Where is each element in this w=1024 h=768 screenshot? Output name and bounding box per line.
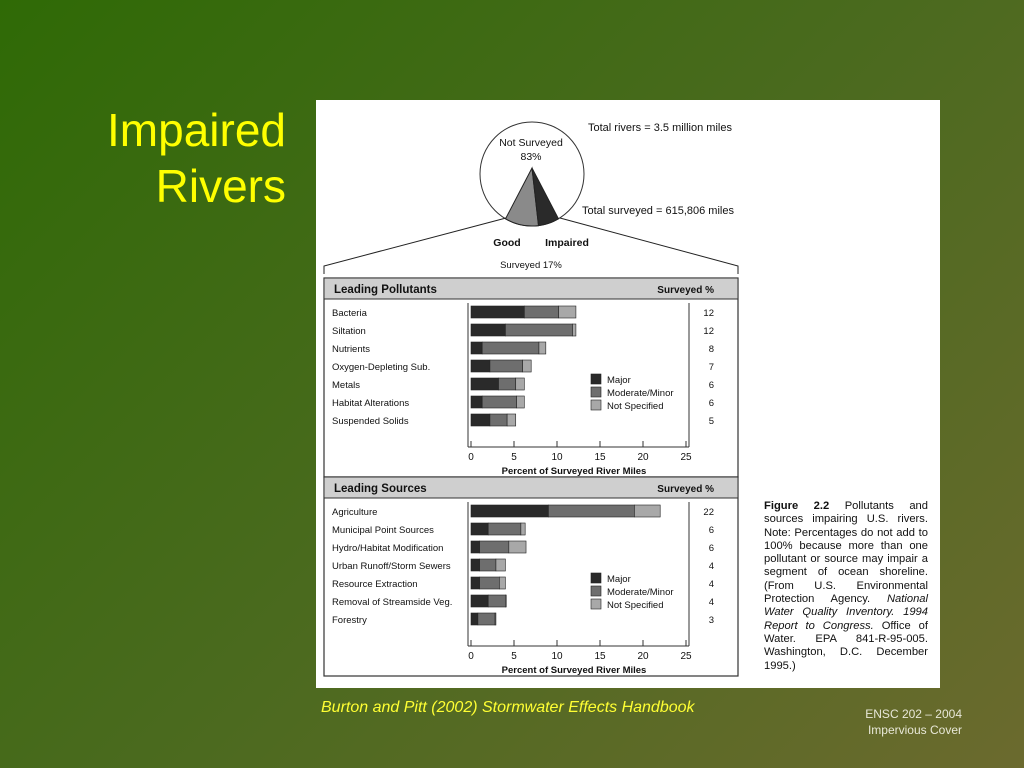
x-axis-label: Percent of Surveyed River Miles [501,466,647,477]
category-label: Nutrients [332,344,371,355]
category-label: Removal of Streamside Veg. [332,597,453,608]
surveyed-percent: 6 [708,380,714,391]
bar-segment-not-specified [516,378,525,390]
category-label: Siltation [332,326,366,337]
x-tick-label: 10 [551,651,563,662]
bar-segment-moderate-minor [490,360,523,372]
category-label: Suspended Solids [332,416,409,427]
caption-italic: National Water Quality Inventory. 1994 Report to Congress. [764,593,928,632]
surveyed-percent: 12 [703,308,714,319]
category-label: Municipal Point Sources [332,525,434,536]
bar-segment-major [471,342,482,354]
caption-text-2: Office of Water. EPA 841-R-95-005. Washington, D.C. December 1995.) [764,619,928,672]
legend-label: Not Specified [607,401,664,412]
bar-segment-major [471,378,499,390]
x-tick-label: 0 [468,651,474,662]
category-label: Hydro/Habitat Modification [332,543,444,554]
panel-right-header: Surveyed % [657,285,714,296]
legend-swatch [591,400,601,410]
sources-panel [324,477,738,676]
bar-segment-not-specified [517,396,525,408]
pie-label-impaired: Impaired [545,237,589,249]
bar-segment-major [471,541,480,553]
bar-segment-major [471,559,480,571]
bar-segment-major [471,505,548,517]
x-tick-label: 15 [594,452,606,463]
bar-segment-not-specified [496,559,505,571]
footer [865,706,962,738]
figure-image [316,100,940,688]
surveyed-percent: 4 [708,597,714,608]
pie-surveyed-label: Surveyed 17% [500,260,562,271]
bar-segment-moderate-minor [480,541,509,553]
surveyed-percent: 6 [708,543,714,554]
bar-segment-not-specified [572,324,575,336]
bar-segment-major [471,396,482,408]
legend-label: Not Specified [607,600,664,611]
x-tick-label: 10 [551,452,563,463]
bar-segment-major [471,360,490,372]
bar-segment-moderate-minor [480,559,496,571]
pie-label-not-surveyed: Not Surveyed [499,137,563,149]
bar-segment-not-specified [539,342,546,354]
bar-segment-major [471,613,478,625]
x-tick-label: 20 [637,452,649,463]
title-line-1: Impaired [107,104,286,156]
legend-label: Major [607,574,631,585]
bar-segment-major [471,414,490,426]
x-tick-label: 15 [594,651,606,662]
bar-segment-not-specified [505,595,506,607]
footer-course: ENSC 202 – 2004 [865,707,962,721]
bar-segment-moderate-minor [499,378,516,390]
bar-segment-not-specified [634,505,660,517]
bar-segment-not-specified [509,541,526,553]
caption-label: Figure 2.2 [764,500,830,512]
x-tick-label: 25 [680,651,692,662]
bar-segment-moderate-minor [548,505,634,517]
caption-text-1: Pollutants and sources impairing U.S. rivers. Note: Percentages do not add to 100% because more than one pollutant or source may impair a segment of ocean shoreline. (From U.S. Environmental Protection Agency. [764,500,928,606]
x-tick-label: 20 [637,651,649,662]
bracket-left [324,218,506,274]
bar-segment-not-specified [495,613,496,625]
category-label: Urban Runoff/Storm Sewers [332,561,451,572]
legend-label: Major [607,375,631,386]
bar-segment-moderate-minor [524,306,558,318]
category-label: Agriculture [332,507,378,518]
title-line-2: Rivers [155,160,286,212]
surveyed-percent: 4 [708,561,714,572]
slide-title [6,102,286,214]
bar-segment-not-specified [507,414,516,426]
bar-segment-major [471,306,524,318]
bar-segment-not-specified [521,523,525,535]
surveyed-percent: 3 [708,615,714,626]
bar-segment-major [471,324,505,336]
panel-title: Leading Pollutants [334,284,437,296]
bar-segment-moderate-minor [482,342,539,354]
bar-segment-moderate-minor [482,396,516,408]
bar-segment-moderate-minor [480,577,500,589]
surveyed-percent: 8 [708,344,714,355]
category-label: Habitat Alterations [332,398,410,409]
category-label: Forestry [332,615,367,626]
bar-segment-not-specified [523,360,532,372]
surveyed-percent: 6 [708,525,714,536]
footer-topic: Impervious Cover [867,723,962,737]
pie-title: Total rivers = 3.5 million miles [588,122,732,134]
surveyed-percent: 22 [703,507,714,518]
bar-segment-moderate-minor [488,523,521,535]
legend-swatch [591,599,601,609]
x-tick-label: 0 [468,452,474,463]
legend-swatch [591,586,601,596]
category-label: Metals [332,380,360,391]
pie-subtitle: Total surveyed = 615,806 miles [582,205,734,217]
legend-swatch [591,387,601,397]
category-label: Resource Extraction [332,579,418,590]
surveyed-percent: 4 [708,579,714,590]
category-label: Oxygen-Depleting Sub. [332,362,431,373]
x-tick-label: 5 [511,651,517,662]
bar-segment-moderate-minor [490,414,507,426]
x-tick-label: 5 [511,452,517,463]
x-tick-label: 25 [680,452,692,463]
category-label: Bacteria [332,308,367,319]
bar-segment-moderate-minor [505,324,572,336]
figure-caption [764,500,928,673]
x-axis-label: Percent of Surveyed River Miles [501,665,647,676]
pollutants-panel [324,278,738,477]
surveyed-percent: 12 [703,326,714,337]
bar-segment-not-specified [499,577,505,589]
pie-label-good: Good [493,237,521,249]
citation: Burton and Pitt (2002) Stormwater Effects Handbook [321,699,695,716]
bar-segment-not-specified [559,306,576,318]
bar-segment-major [471,577,480,589]
legend-swatch [591,374,601,384]
bar-segment-moderate-minor [488,595,505,607]
legend-label: Moderate/Minor [607,388,674,399]
surveyed-percent: 7 [708,362,714,373]
surveyed-percent: 5 [708,416,714,427]
bar-segment-major [471,523,488,535]
legend-swatch [591,573,601,583]
pie-label-not-surveyed-pct: 83% [520,151,542,163]
legend-label: Moderate/Minor [607,587,674,598]
panel-title: Leading Sources [334,483,427,495]
bar-segment-major [471,595,488,607]
panel-right-header: Surveyed % [657,484,714,495]
bar-segment-moderate-minor [478,613,495,625]
surveyed-percent: 6 [708,398,714,409]
